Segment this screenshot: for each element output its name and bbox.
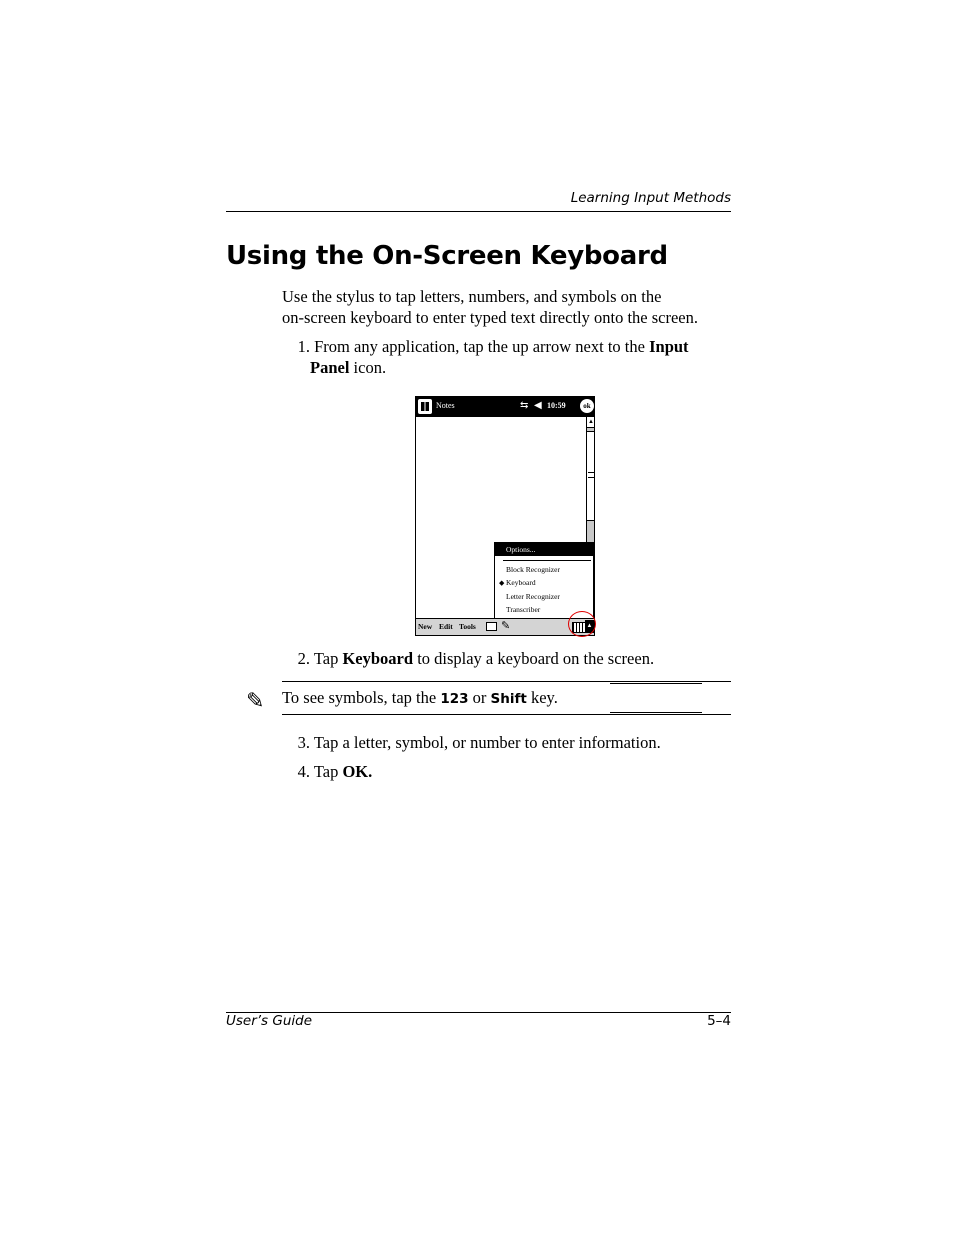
highlight-circle bbox=[568, 611, 596, 637]
pencil-note-icon: ✎ bbox=[246, 688, 265, 713]
menu-item-transcriber[interactable]: Transcriber bbox=[506, 605, 541, 614]
selected-bullet-icon: ◆ bbox=[499, 579, 505, 587]
vertical-scrollbar[interactable] bbox=[586, 417, 595, 543]
footer-guide-title: User’s Guide bbox=[226, 1013, 313, 1029]
clock[interactable]: 10:59 bbox=[547, 401, 566, 410]
step-bold: Input bbox=[649, 337, 689, 356]
volume-icon[interactable]: ◀ bbox=[534, 400, 542, 411]
step-2 bbox=[282, 648, 654, 669]
key-123: 123 bbox=[440, 691, 469, 707]
step-bold-cont: Panel bbox=[310, 358, 350, 377]
intro-line-2: on-screen keyboard to enter typed text directly onto the screen. bbox=[282, 308, 699, 327]
note-rule-bottom-accent bbox=[610, 712, 702, 713]
note-mid: or bbox=[468, 688, 491, 707]
menu-tools[interactable]: Tools bbox=[459, 622, 476, 631]
intro-line-1: Use the stylus to tap letters, numbers, and symbols on the bbox=[282, 287, 662, 306]
pocketpc-screenshot bbox=[415, 396, 595, 636]
menu-edit[interactable]: Edit bbox=[439, 622, 453, 631]
input-panel-up-arrow-icon[interactable]: ▲ bbox=[585, 620, 594, 633]
page-number: 5–4 bbox=[707, 1013, 731, 1029]
note-pre: To see symbols, tap the bbox=[282, 688, 441, 707]
menu-item-keyboard[interactable]: Keyboard bbox=[506, 578, 536, 587]
step-number: 3. bbox=[297, 733, 310, 752]
step-text: From any application, tap the up arrow next to the bbox=[314, 337, 650, 356]
step-text: Tap bbox=[313, 762, 343, 781]
start-menu-icon[interactable] bbox=[418, 399, 432, 414]
menu-item-options[interactable]: Options... bbox=[495, 543, 593, 556]
intro-paragraph bbox=[282, 286, 732, 328]
step-number: 1. bbox=[297, 337, 310, 356]
note-rule-top bbox=[282, 681, 731, 682]
running-header: Learning Input Methods bbox=[570, 190, 731, 206]
step-4 bbox=[282, 761, 372, 782]
connectivity-icon[interactable]: ⇆ bbox=[520, 400, 529, 411]
ok-button[interactable]: ok bbox=[580, 399, 594, 413]
note-text bbox=[282, 687, 558, 710]
menu-separator bbox=[503, 560, 591, 561]
menu-item-letter-recognizer[interactable]: Letter Recognizer bbox=[506, 592, 560, 601]
step-1 bbox=[282, 336, 712, 378]
key-shift: Shift bbox=[490, 691, 527, 707]
title-bar bbox=[416, 397, 594, 417]
step-bold: OK. bbox=[342, 762, 373, 781]
step-number: 4. bbox=[297, 762, 310, 781]
app-title: Notes bbox=[436, 401, 455, 410]
header-rule bbox=[226, 211, 731, 212]
step-bold: Keyboard bbox=[342, 649, 414, 668]
note-rule-top-accent bbox=[610, 683, 702, 684]
menu-new[interactable]: New bbox=[418, 622, 433, 631]
recording-toolbar-icon[interactable] bbox=[486, 622, 497, 631]
scroll-grip bbox=[588, 472, 594, 478]
step-3 bbox=[282, 732, 661, 753]
scroll-thumb[interactable] bbox=[587, 431, 595, 521]
scroll-up-arrow-icon[interactable]: ▲ bbox=[587, 417, 595, 428]
note-post: key. bbox=[526, 688, 558, 707]
step-text: Tap bbox=[313, 649, 343, 668]
section-title: Using the On-Screen Keyboard bbox=[226, 241, 668, 271]
step-number: 2. bbox=[297, 649, 310, 668]
pen-icon[interactable]: ✎ bbox=[501, 620, 511, 632]
note-rule-bottom bbox=[282, 714, 731, 715]
step-text-cont: to display a keyboard on the screen. bbox=[413, 649, 655, 668]
step-text: Tap a letter, symbol, or number to enter information. bbox=[313, 733, 661, 752]
input-method-menu bbox=[494, 542, 594, 618]
menu-item-block-recognizer[interactable]: Block Recognizer bbox=[506, 565, 560, 574]
step-text-cont: icon. bbox=[349, 358, 387, 377]
